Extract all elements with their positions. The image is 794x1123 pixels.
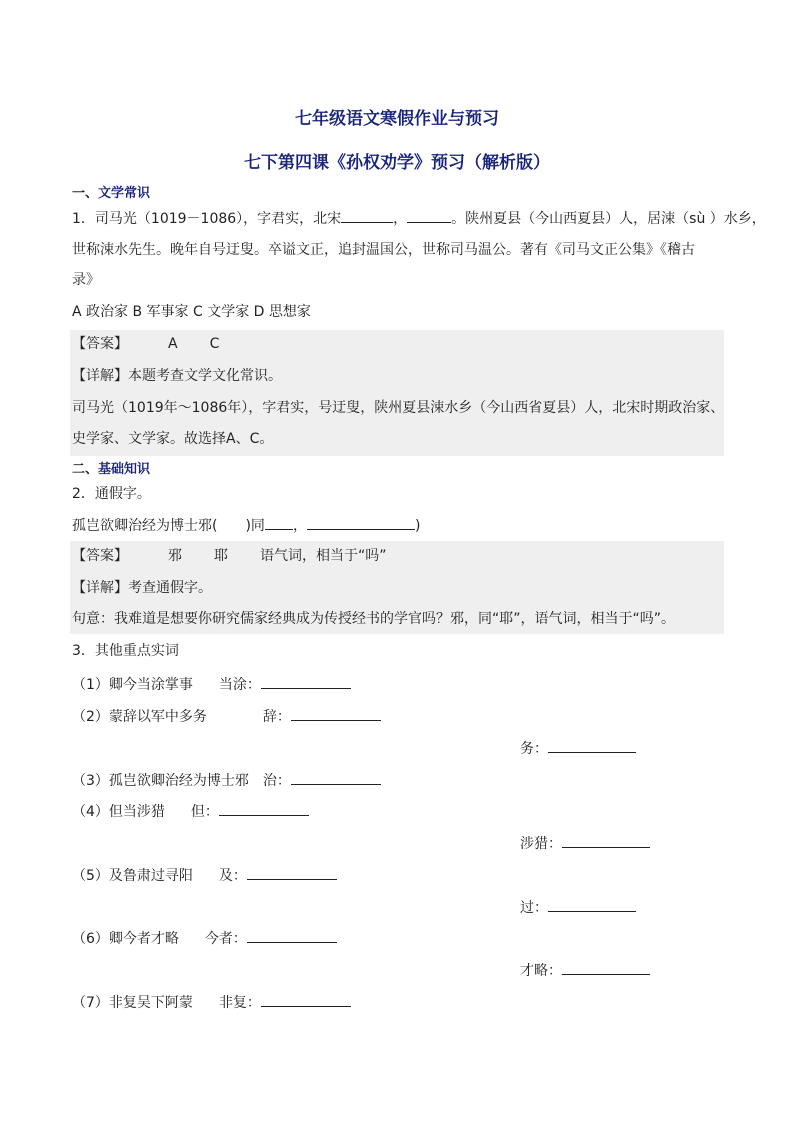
answer-blank[interactable] [291, 770, 381, 785]
item-term: 非复： [218, 995, 261, 1011]
answer-blank[interactable] [261, 992, 351, 1007]
answer-label: 【答案】 [72, 548, 128, 564]
vocab-item-extra [520, 738, 636, 759]
section-heading-2 [72, 458, 150, 477]
page-subtitle: 七下第四课《孙权劝学》预习（解析版） [244, 153, 550, 173]
item-term: 治： [262, 773, 291, 789]
answer-value: C [209, 336, 220, 352]
answer-blank[interactable] [219, 801, 309, 816]
section-label: 文学常识 [98, 186, 151, 201]
item-term: 过： [520, 900, 548, 916]
detail-line-1 [72, 366, 282, 386]
question-text: 。陕州夏县（今山西夏县）人，居涑（sù ）水乡， [451, 211, 766, 227]
answer-blank[interactable] [261, 674, 351, 689]
answer-line-2 [72, 546, 387, 566]
answer-value: 语气词，相当于“吗” [260, 548, 387, 564]
item-sentence: 非复吴下阿蒙 [108, 995, 193, 1011]
section-number: 二、 [72, 462, 99, 477]
item-sentence: 卿今当涂掌事 [108, 677, 193, 693]
answer-blank[interactable] [247, 928, 337, 943]
detail-text: 本题考查文学文化常识。 [128, 368, 282, 384]
section-heading-1 [72, 182, 150, 201]
explanation-line-3: 句意：我难道是想要你研究儒家经典成为传授经书的学官吗？邪，同“耶”，语气词，相当于“吗”。 [72, 611, 676, 627]
answer-line-1 [72, 334, 219, 354]
question-text: ， [292, 518, 307, 534]
answer-blank[interactable] [548, 738, 636, 753]
vocab-item [72, 801, 309, 822]
detail-label: 【详解】 [72, 368, 128, 384]
item-number: （6） [72, 931, 109, 947]
item-term: 涉猎： [520, 836, 562, 852]
question-1-line-2: 世称涑水先生。晚年自号迂叟。卒谥文正，追封温国公，世称司马温公。著有《司马文正公集》《稽古 [72, 242, 695, 258]
item-term: 务： [520, 741, 548, 757]
answer-blank[interactable] [307, 515, 415, 530]
vocab-item [72, 674, 351, 695]
item-number: （2） [72, 709, 109, 725]
item-number: （5） [72, 868, 109, 884]
question-text: 孤岂欲卿治经为博士邪( [72, 518, 218, 534]
explanation-line-1: 司马光（1019年～1086年），字君实，号迂叟，陕州夏县涑水乡（今山西省夏县）人，北宋时期政治家、 [72, 400, 725, 416]
answer-label: 【答案】 [72, 336, 128, 352]
question-text: )同 [245, 518, 265, 534]
vocab-item [72, 928, 337, 949]
item-sentence: 孤岂欲卿治经为博士邪 [108, 773, 249, 789]
question-1-line-3: 录》 [72, 272, 100, 288]
question-text: ， [393, 211, 408, 227]
page-title: 七年级语文寒假作业与预习 [295, 109, 499, 129]
answer-blank[interactable] [548, 897, 636, 912]
answer-blank[interactable] [247, 865, 337, 880]
answer-value: 邪 [168, 548, 182, 564]
answer-blank[interactable] [291, 706, 381, 721]
item-term: 当涂： [218, 677, 261, 693]
answer-blank[interactable] [562, 833, 650, 848]
question-text: 1．司马光（1019－1086），字君实，北宋 [72, 211, 342, 227]
item-term: 辞： [262, 709, 291, 725]
item-sentence: 蒙辞以军中多务 [108, 709, 207, 725]
vocab-item [72, 770, 381, 791]
question-1-line-1 [72, 208, 766, 229]
explanation-line-2: 史学家、文学家。故选择A、C。 [72, 431, 274, 447]
vocab-item [72, 865, 337, 886]
item-term: 今者： [204, 931, 247, 947]
answer-blank[interactable] [341, 208, 393, 223]
item-term: 但： [190, 804, 219, 820]
answer-blank[interactable] [407, 208, 451, 223]
answer-blank[interactable] [265, 515, 293, 530]
vocab-item [72, 706, 381, 727]
vocab-item [72, 992, 351, 1013]
question-text: ) [414, 518, 421, 534]
answer-value: A [168, 336, 178, 352]
item-sentence: 卿今者才略 [108, 931, 179, 947]
item-sentence: 但当涉猎 [108, 804, 165, 820]
item-sentence: 及鲁肃过寻阳 [108, 868, 193, 884]
answer-value: 耶 [214, 548, 228, 564]
vocab-item-extra [520, 960, 650, 981]
item-number: （3） [72, 773, 109, 789]
item-term: 及： [218, 868, 247, 884]
detail-label: 【详解】 [72, 580, 128, 596]
question-3-heading: 3．其他重点实词 [72, 643, 179, 659]
detail-line-2 [72, 578, 212, 598]
item-term: 才略： [520, 963, 562, 979]
vocab-item-extra [520, 833, 650, 854]
question-2-heading: 2．通假字。 [72, 486, 151, 502]
detail-text: 考查通假字。 [128, 580, 212, 596]
section-number: 一、 [72, 186, 99, 201]
item-number: （1） [72, 677, 109, 693]
answer-blank[interactable] [562, 960, 650, 975]
item-number: （4） [72, 804, 109, 820]
question-1-options: A 政治家 B 军事家 C 文学家 D 思想家 [72, 304, 311, 320]
item-number: （7） [72, 995, 109, 1011]
question-2-sentence [72, 515, 420, 536]
section-label: 基础知识 [98, 462, 151, 477]
vocab-item-extra [520, 897, 636, 918]
